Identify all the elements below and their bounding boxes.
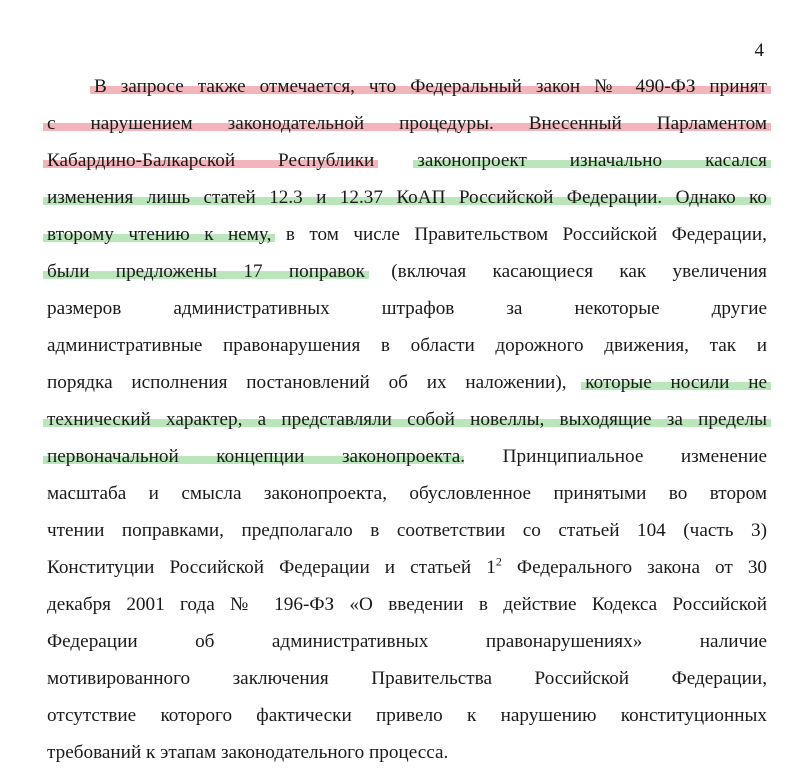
text-line <box>47 441 767 478</box>
text-line <box>47 367 767 404</box>
text-line <box>47 478 767 515</box>
plain-text: порядка исполнения постановлений об их наложении), <box>47 372 567 393</box>
superscript: 2 <box>495 554 502 569</box>
page-number: 4 <box>754 40 764 61</box>
plain-text: . Принципиальное изменение <box>460 446 767 467</box>
text-line <box>47 293 767 330</box>
highlight-red: Кабардино-Балкарской Республики <box>43 150 378 171</box>
highlight-red: В запросе также отмечается, что Федеральный закон № 490-ФЗ принят <box>90 76 771 97</box>
highlight-green: законопроект изначально касался <box>413 150 771 171</box>
document-body <box>47 71 767 774</box>
text-line <box>47 108 767 145</box>
text-line <box>47 256 767 293</box>
plain-text: административные правонарушения в области дорожного движения, так и <box>47 335 767 356</box>
text-line <box>47 71 767 108</box>
plain-text: декабря 2001 года № 196-ФЗ «О введении в действие Кодекса Российской <box>47 594 767 615</box>
plain-text: требований к этапам законодательного процесса. <box>47 742 449 763</box>
plain-text: Федерации об административных правонарушениях» наличие <box>47 631 767 652</box>
text-line <box>47 663 767 700</box>
highlight-green: технический характер, а представляли собой новеллы, выходящие за пределы <box>43 409 771 430</box>
text-line <box>47 145 767 182</box>
plain-text: (включая касающиеся как увеличения <box>391 261 767 282</box>
text-line <box>47 182 767 219</box>
highlight-green: изменения лишь статей 12.3 и 12.37 КоАП Российской Федерации. Однако ко <box>43 187 771 208</box>
text-line <box>47 515 767 552</box>
highlight-green: были предложены 17 поправок <box>43 261 369 282</box>
text-line <box>47 219 767 256</box>
highlight-green: которые носили не <box>581 372 771 393</box>
text-line <box>47 700 767 737</box>
plain-text: в том числе Правительством Российской Федерации, <box>285 224 767 245</box>
text-line <box>47 404 767 441</box>
text-line <box>47 330 767 367</box>
plain-text: мотивированного заключения Правительства Российской Федерации, <box>47 668 767 689</box>
highlight-green: первоначальной концепции законопроекта <box>43 446 464 467</box>
text-line <box>47 552 767 589</box>
plain-text: размеров административных штрафов за некоторые другие <box>47 298 767 319</box>
highlight-red: с нарушением законодательной процедуры. Внесенный Парламентом <box>43 113 771 134</box>
plain-text: Конституции Российской Федерации и статьей $1^2$ <box>47 554 502 578</box>
plain-text: отсутствие которого фактически привело к нарушению конституционных <box>47 705 767 726</box>
plain-text: Федерального закона от 30 <box>516 557 768 578</box>
plain-text: масштаба и смысла законопроекта, обусловленное принятыми во втором <box>47 483 767 504</box>
text-line <box>47 626 767 663</box>
highlight-green: второму чтению к нему, <box>43 224 275 245</box>
text-line <box>47 737 767 774</box>
text-line <box>47 589 767 626</box>
plain-text: чтении поправками, предполагало в соответствии со статьей 104 (часть 3) <box>47 520 767 541</box>
